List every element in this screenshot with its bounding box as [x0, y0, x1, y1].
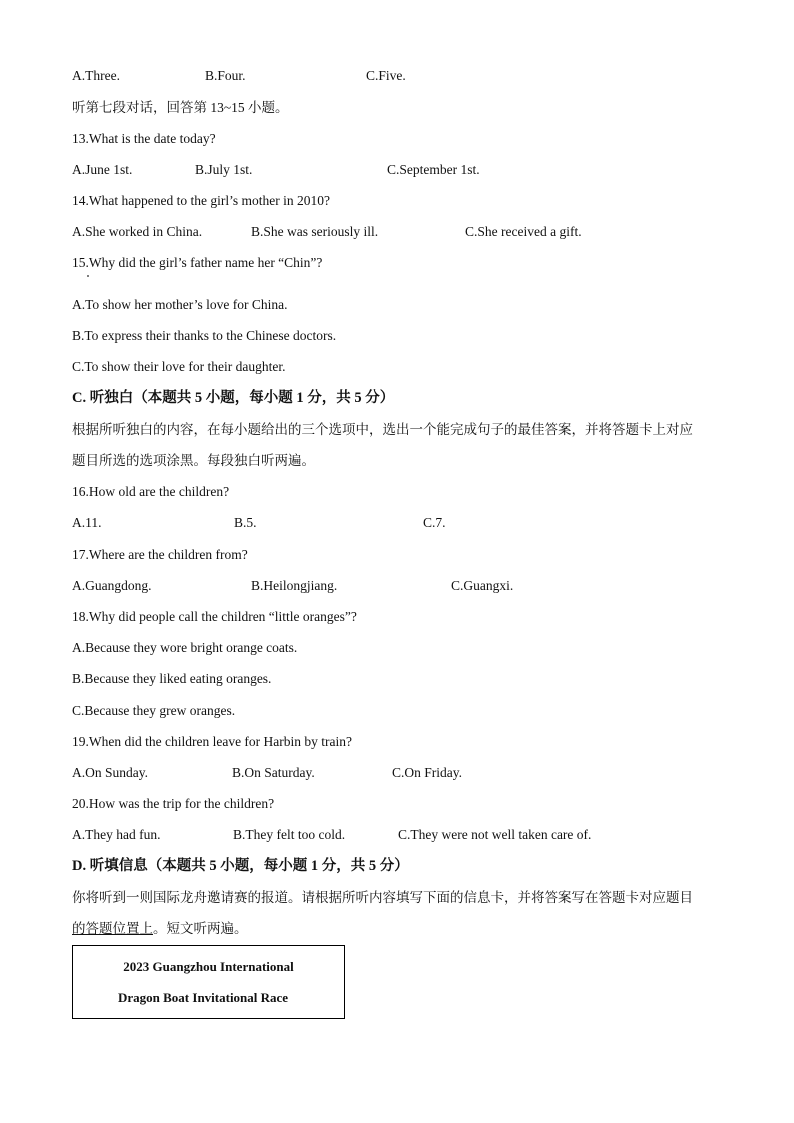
q20-option-b: B.They felt too cold. [233, 827, 346, 842]
section-c-instruction-2: 题目所选的选项涂黑。每段独白听两遍。 [72, 453, 315, 468]
q13-option-a: A.June 1st. [72, 162, 133, 177]
q17-option-b: B.Heilongjiang. [251, 578, 338, 593]
q19-option-b: B.On Saturday. [232, 765, 315, 780]
q16-option-b: B.5. [234, 515, 257, 530]
section-d-instruction-2 [72, 920, 248, 938]
q19-option-a: A.On Sunday. [72, 765, 148, 780]
q12-option-a: A.Three. [72, 68, 120, 83]
q20-option-c: C.They were not well taken care of. [398, 827, 592, 842]
q15-option-b: B.To express their thanks to the Chinese doctors. [72, 328, 337, 343]
q17-stem: 17.Where are the children from? [72, 547, 248, 562]
q14-option-c: C.She received a gift. [465, 224, 582, 239]
q15-option-a: A.To show her mother’s love for China. [72, 297, 288, 312]
q13-option-c: C.September 1st. [387, 162, 480, 177]
section-d-instruction-2-rest: 。短文听两遍。 [153, 921, 248, 936]
info-card-title-line-1: 2023 Guangzhou International [123, 959, 294, 974]
q15-option-c: C.To show their love for their daughter. [72, 359, 286, 374]
q18-option-c: C.Because they grew oranges. [72, 703, 236, 718]
q14-option-a: A.She worked in China. [72, 224, 203, 239]
q16-option-a: A.11. [72, 515, 102, 530]
q20-option-a: A.They had fun. [72, 827, 161, 842]
section-b7-intro: 听第七段对话，回答第 13~15 小题。 [72, 100, 289, 115]
info-card [72, 945, 345, 1019]
q17-option-a: A.Guangdong. [72, 578, 152, 593]
section-d-instruction-1: 你将听到一则国际龙舟邀请赛的报道。请根据所听内容填写下面的信息卡，并将答案写在答题卡对应题目 [72, 890, 693, 905]
q19-stem: 19.When did the children leave for Harbin by train? [72, 734, 353, 749]
section-c-title: C. 听独白（本题共 5 小题，每小题 1 分，共 5 分） [72, 390, 395, 406]
q15-stem: 15.Why did the girl’s father name her “Chin”? [72, 255, 323, 270]
q13-option-b: B.July 1st. [195, 162, 253, 177]
q18-option-b: B.Because they liked eating oranges. [72, 671, 272, 686]
q18-stem: 18.Why did people call the children “little oranges”? [72, 609, 357, 624]
q17-option-c: C.Guangxi. [451, 578, 514, 593]
q18-option-a: A.Because they wore bright orange coats. [72, 640, 298, 655]
q20-stem: 20.How was the trip for the children? [72, 796, 275, 811]
q14-stem: 14.What happened to the girl’s mother in 2010? [72, 193, 330, 208]
q16-option-c: C.7. [423, 515, 446, 530]
q16-stem: 16.How old are the children? [72, 484, 230, 499]
q19-option-c: C.On Friday. [392, 765, 462, 780]
q12-option-b: B.Four. [205, 68, 246, 83]
section-d-title: D. 听填信息（本题共 5 小题，每小题 1 分，共 5 分） [72, 858, 409, 874]
stray-dot [87, 275, 89, 277]
section-c-instruction-1: 根据所听独白的内容，在每小题给出的三个选项中，选出一个能完成句子的最佳答案，并将答题卡上对应 [72, 422, 693, 437]
q13-stem: 13.What is the date today? [72, 131, 216, 146]
answer-position-underlined: 的答题位置上 [72, 921, 153, 936]
q12-option-c: C.Five. [366, 68, 406, 83]
q14-option-b: B.She was seriously ill. [251, 224, 379, 239]
info-card-title-line-2: Dragon Boat Invitational Race [118, 990, 289, 1005]
